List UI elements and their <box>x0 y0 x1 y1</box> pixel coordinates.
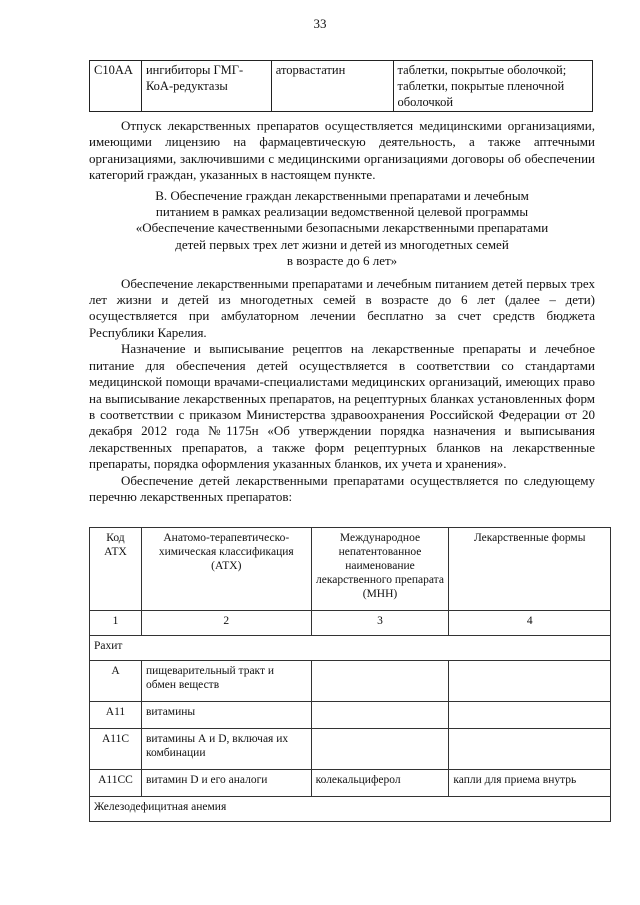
heading-line: в возрасте до 6 лет» <box>286 253 398 269</box>
top-table-fragment <box>89 60 593 112</box>
section-title-anemia: Железодефицитная анемия <box>90 797 611 822</box>
atc-code-cell: А11 <box>90 702 142 729</box>
classification-cell: витамин D и его аналоги <box>141 770 311 797</box>
atc-code-cell: А11С <box>90 729 142 770</box>
forms-cell: таблетки, покрытые оболочкой; таблетки, покрытые пленочной оболочкой <box>393 61 592 112</box>
section-title-rickets: Рахит <box>90 636 611 661</box>
table-row <box>90 702 611 729</box>
header-inn: Международное непатентованное наименование лекарственного препарата (МНН) <box>311 528 449 611</box>
forms-cell <box>449 661 611 702</box>
paragraph-list-intro: Обеспечение детей лекарственными препаратами осуществляется по следующему перечню лекарственных препаратов: <box>89 472 595 504</box>
paragraph-provision: Обеспечение лекарственными препаратами и лечебным питанием детей первых трех лет жизни и детей из многодетных семей в возрасте до 6 лет (далее – дети) осуществляется при амбулаторном лечении бесплатно за счет средств бюджета Республики Карелия. <box>89 275 595 340</box>
classification-cell: пищеварительный тракт и обмен веществ <box>141 661 311 702</box>
heading-line: питанием в рамках реализации ведомственной целевой программы <box>155 204 529 220</box>
section-row <box>90 797 611 822</box>
header-classification: Анатомо-терапевтическо-химическая классификация (АТХ) <box>141 528 311 611</box>
paragraph-dispensing: Отпуск лекарственных препаратов осуществляется медицинскими организациями, имеющими лицензию на фармацевтическую деятельность, а также аптечными организациями, заключившими с медицинскими организациями договоры об обеспечении категорий граждан, указанных в настоящем пункте. <box>89 118 595 183</box>
table-header-row <box>90 528 611 611</box>
page-number: 33 <box>313 16 327 31</box>
table-row <box>90 729 611 770</box>
section-heading <box>89 188 595 270</box>
header-forms: Лекарственные формы <box>449 528 611 611</box>
column-number: 1 <box>90 611 142 636</box>
forms-cell <box>449 702 611 729</box>
column-number: 4 <box>449 611 611 636</box>
table-row <box>90 770 611 797</box>
paragraph-prescription: Назначение и выписывание рецептов на лекарственные препараты и лечебное питание для обеспечения детей осуществляется в соответствии со стандартами медицинской помощи врачами-специалистами медицинских организаций, имеющих право на выписывание лекарственных препаратов, на рецептурных бланках установленных форм в соответствии с приказом Министерства здравоохранения Российской Федерации от 20 декабря 2012 года №1175н «Об утверждении порядка назначения и выписывания лекарственных препаратов, а также форм рецептурных бланков на лекарственные препараты, порядка оформления указанных бланков, их учета и хранения». <box>89 341 595 472</box>
forms-cell: капли для приема внутрь <box>449 770 611 797</box>
atc-code-cell: А <box>90 661 142 702</box>
inn-cell: аторвастатин <box>271 61 393 112</box>
inn-cell <box>311 729 449 770</box>
heading-line: В. Обеспечение граждан лекарственными препаратами и лечебным <box>155 187 529 203</box>
classification-cell: витамины А и D, включая их комбинации <box>141 729 311 770</box>
header-code: Код АТХ <box>90 528 142 611</box>
atc-code-cell: А11СС <box>90 770 142 797</box>
body-text <box>89 118 595 505</box>
table-row <box>90 661 611 702</box>
classification-cell: ингибиторы ГМГ-КоА-редуктазы <box>141 61 271 112</box>
column-number: 2 <box>141 611 311 636</box>
heading-line: детей первых трех лет жизни и детей из многодетных семей <box>175 236 509 252</box>
classification-cell: витамины <box>141 702 311 729</box>
inn-cell: колекальциферол <box>311 770 449 797</box>
forms-cell <box>449 729 611 770</box>
atc-code-cell: С10АА <box>90 61 142 112</box>
inn-cell <box>311 702 449 729</box>
table-row <box>90 61 593 112</box>
section-row <box>90 636 611 661</box>
table-number-row <box>90 611 611 636</box>
medicines-table <box>89 527 611 822</box>
inn-cell <box>311 661 449 702</box>
heading-line: «Обеспечение качественными безопасными лекарственными препаратами <box>135 220 549 236</box>
column-number: 3 <box>311 611 449 636</box>
